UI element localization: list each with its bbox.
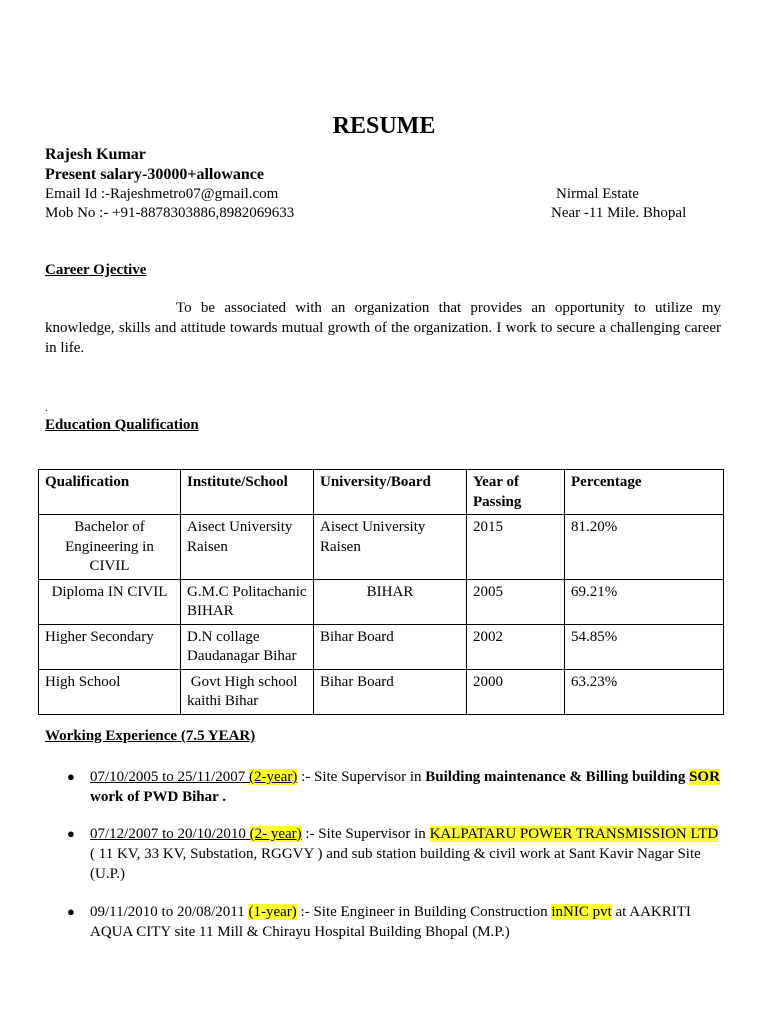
list-item [67, 824, 725, 884]
header-institute: Institute/School [181, 470, 314, 515]
address-line-2: Near -11 Mile. Bhopal [551, 205, 687, 221]
resume-title: RESUME [332, 113, 436, 139]
cell-institute: G.M.C Politachanic BIHAR [181, 579, 314, 624]
candidate-name: Rajesh Kumar [45, 146, 146, 163]
header-university: University/Board [314, 470, 467, 515]
experience-highlight: SOR [689, 769, 720, 785]
career-objective-text [45, 298, 721, 358]
experience-dates: 07/12/2007 to 20/10/2010 [90, 826, 246, 842]
cell-university: BIHAR [314, 579, 467, 624]
bullet-dot-icon: ● [67, 904, 75, 919]
experience-work: Building maintenance & Billing building [425, 769, 690, 785]
cell-qualification: Higher Secondary [39, 624, 181, 669]
cell-percentage: 81.20% [565, 515, 724, 580]
education-table [38, 469, 724, 715]
stray-dot: . [45, 400, 48, 414]
bullet-dot-icon: ● [67, 826, 75, 841]
experience-duration: (2- year) [249, 826, 302, 842]
experience-duration: (1-year) [248, 904, 297, 920]
header-percentage: Percentage [565, 470, 724, 515]
cell-qualification: Bachelor of Engineering in CIVIL [39, 515, 181, 580]
cell-qualification: Diploma IN CIVIL [39, 579, 181, 624]
cell-qualification: High School [39, 669, 181, 714]
cell-percentage: 54.85% [565, 624, 724, 669]
bullet-dot-icon: ● [67, 769, 75, 784]
list-item [67, 767, 725, 807]
experience-company: KALPATARU POWER TRANSMISSION LTD [429, 826, 719, 842]
cell-institute: Govt High school kaithi Bihar [181, 669, 314, 714]
experience-role: :- Site Supervisor in [301, 826, 430, 842]
email-line: Email Id :-Rajeshmetro07@gmail.com [45, 186, 279, 202]
cell-university: Aisect University Raisen [314, 515, 467, 580]
list-item [67, 902, 725, 942]
header-year: Year of Passing [467, 470, 565, 515]
education-header-row [39, 470, 724, 515]
education-heading: Education Qualification [45, 417, 199, 433]
cell-year: 2002 [467, 624, 565, 669]
experience-role: :- Site Engineer in Building Construction [296, 904, 552, 920]
table-row [39, 624, 724, 669]
experience-work-end: work of PWD Bihar . [90, 789, 226, 805]
header-qualification: Qualification [39, 470, 181, 515]
cell-year: 2015 [467, 515, 565, 580]
mobile-line: Mob No :- +91-8878303886,8982069633 [45, 205, 295, 221]
address-line-1: Nirmal Estate [556, 186, 639, 202]
table-row [39, 515, 724, 580]
table-row [39, 669, 724, 714]
experience-heading: Working Experience (7.5 YEAR) [45, 728, 256, 744]
cell-year: 2000 [467, 669, 565, 714]
cell-percentage: 69.21% [565, 579, 724, 624]
experience-details: at AAKRITI AQUA CITY site 11 Mill & Chirayu Hospital Building Bhopal (M.P.) [90, 904, 691, 940]
experience-dates: 07/10/2005 to 25/11/2007 [90, 769, 246, 785]
cell-university: Bihar Board [314, 624, 467, 669]
table-row [39, 579, 724, 624]
career-objective-heading: Career Ojective [45, 262, 147, 278]
experience-duration: (2-year) [249, 769, 298, 785]
experience-dates: 09/11/2010 to 20/08/2011 [90, 904, 245, 920]
cell-institute: Aisect University Raisen [181, 515, 314, 580]
cell-year: 2005 [467, 579, 565, 624]
cell-institute: D.N collage Daudanagar Bihar [181, 624, 314, 669]
cell-university: Bihar Board [314, 669, 467, 714]
experience-company: inNIC pvt [551, 904, 612, 920]
experience-role: :- Site Supervisor in [297, 769, 426, 785]
career-objective-body: To be associated with an organization that provides an opportunity to utilize my knowledge, skills and attitude towards mutual growth of the organization. I work to secure a challenging career in life. [45, 300, 721, 356]
experience-details: ( 11 KV, 33 KV, Substation, RGGVY ) and sub station building & civil work at Sant Kavir Nagar Site (U.P.) [90, 846, 701, 882]
present-salary: Present salary-30000+allowance [45, 166, 265, 183]
cell-percentage: 63.23% [565, 669, 724, 714]
